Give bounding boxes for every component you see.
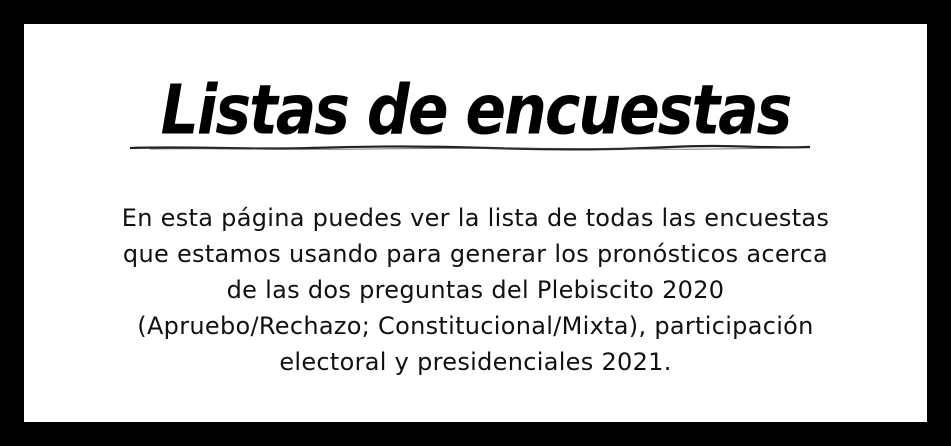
- brush-stroke-divider: [130, 143, 810, 153]
- page-title: Listas de encuestas: [160, 70, 791, 151]
- content-panel: [24, 24, 927, 422]
- intro-paragraph: En esta página puedes ver la lista de todas las encuestas que estamos usando para generar los pronósticos acerca de las dos preguntas del Plebiscito 2020 (Apruebo/Rechazo; Constitucional/Mixta), participación electoral y presidenciales 2021.: [121, 204, 830, 376]
